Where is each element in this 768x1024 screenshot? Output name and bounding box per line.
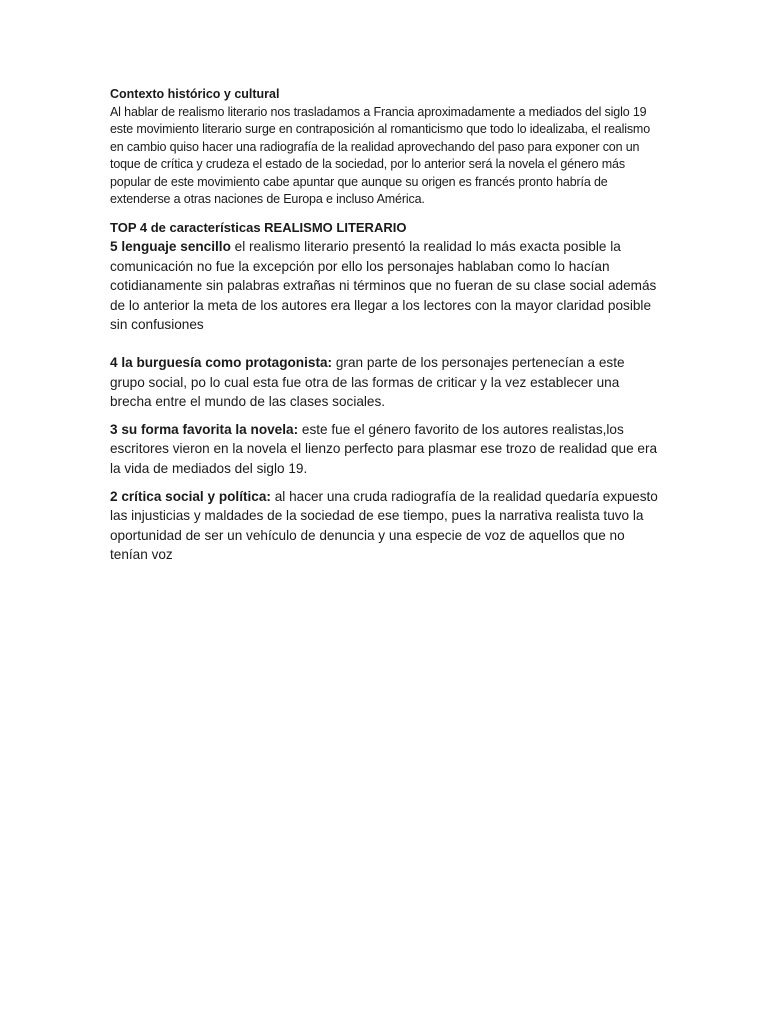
characteristic-item-2 <box>110 487 662 565</box>
characteristic-item-3 <box>110 420 662 479</box>
characteristic-lead: 5 lenguaje sencillo <box>110 239 231 255</box>
context-paragraph: Al hablar de realismo literario nos trasladamos a Francia aproximadamente a mediados del siglo 19 este movimiento literario surge en contraposición al romanticismo que todo lo idealizaba, el realismo en cambio quiso hacer una radiografía de la realidad aprovechando del paso para exponer con un toque de crítica y crudeza el estado de la sociedad, por lo anterior será la novela el género más popular de este movimiento cabe apuntar que aunque su origen es francés pronto habría de extenderse a otras naciones de Europa e incluso América. <box>110 104 650 207</box>
characteristic-text: al hacer una cruda radiografía de la realidad quedaría expuesto las injusticias y maldades de la sociedad de ese tiempo, pues la narrativa realista tuvo la oportunidad de ser un vehículo de denuncia y una especie de voz de aquellos que no tenían voz <box>110 488 658 563</box>
characteristic-item-5 <box>110 237 662 335</box>
characteristic-item-4 <box>110 353 662 412</box>
characteristic-text: el realismo literario presentó la realidad lo más exacta posible la comunicación no fue la excepción por ello los personajes hablaban como lo hacían cotidianamente sin palabras extrañas ni términos que no fueran de su clase social además de lo anterior la meta de los autores era llegar a los lectores con la mayor claridad posible sin confusiones <box>110 239 657 333</box>
characteristic-text: gran parte de los personajes pertenecían a este grupo social, po lo cual esta fue otra de las formas de criticar y la vez establecer una brecha entre el mundo de las clases sociales. <box>110 355 625 410</box>
characteristic-text: este fue el género favorito de los autores realistas,los escritores vieron en la novela el lienzo perfecto para plasmar ese trozo de realidad que era la vida de mediados del siglo 19. <box>110 421 658 476</box>
characteristic-lead: 3 su forma favorita la novela: <box>110 421 299 437</box>
context-heading: Contexto histórico y cultural <box>110 87 280 101</box>
characteristic-lead: 4 la burguesía como protagonista: <box>110 355 333 371</box>
characteristic-lead: 2 crítica social y política: <box>110 488 271 504</box>
top-heading: TOP 4 de características REALISMO LITERARIO <box>110 220 407 236</box>
document-page <box>110 86 662 565</box>
